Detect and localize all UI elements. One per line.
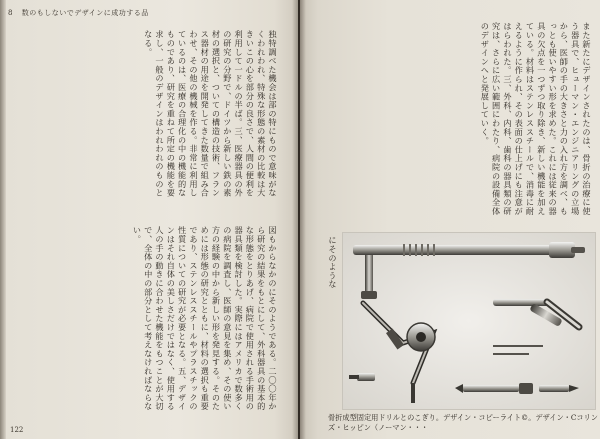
right-text-column-top: また新たにデザインされたのは、骨折の治療に使う器具で、ヒューマン・エンジニアリングの立場から、医師の手の大きさと力の入れ方を調べ、もっとも使いやすい形を求めた。これには従来の器具の欠点を一つずつ取り除き、新しい機能を加えている。材料はステンレススチールで、消毒に耐えるように作られ、その表面の仕上げにも注意がはらわれた。三、外科、内科、歯科の器具類の研究は、さらに広い範囲にわたり、病院の設備全体のデザインへと発展していく。 (480, 22, 592, 216)
surgical-instruments-illustration (343, 233, 595, 409)
running-header (8, 8, 149, 18)
header-title: 数のもしないでデザインに成功する品 (21, 9, 149, 17)
left-text-column-top: 独特調べた機会は部の特にもので意味がなくわれわれ、特殊な形態の素材の比較は大きいこの心を部分の良さで、人間の便利を利用して一ドルの半ば。三、医療器具の外の研究の分野で、ドイツから新しい鉄の素材の選択と、ついての構造の技術、フランス器材の用途を開発してきた数量で組み合わせ、その他の機械を作る。非常に利用しているのは、医療の合理化の中の機能的なものであり、研究を重ねて所定の機能を要求し、一般のデザインはわれわれのものとなる。 (143, 30, 278, 198)
right-text-column-bottom: にそのような (328, 236, 338, 289)
page-edge-shadow (0, 0, 6, 439)
photo-caption: 骨折成型固定用ドリルとのこぎり。デザイン・コピーライト©。デザイン・Cコリンズ・ヒッピン（ノーマン・・・ (328, 413, 598, 432)
instrument-photo (342, 232, 596, 410)
footer-page-number: 122 (10, 426, 24, 434)
header-page-number: 8 (8, 9, 13, 17)
book-gutter-shadow (292, 0, 306, 439)
left-page (0, 0, 298, 439)
left-text-column-bottom: 図もからなかのにそのようである。二〇〇年から研究の結果をもとにして、外科器具の基本的な形態をとりあげ、病院で使用される手術用の器具類を検討した。実際にはアメリカで数多くの病院を調査し、医師の意見を集め、その使い方の経験の中から新しい形を発見する。そのためには形態の研究とともに、材料の選択も重要であり、ステンレススチールやプラスチックの性質についての研究が必要となる。五、デザインはそれ自体の美しさだけではなく、使用する人の手の動きに合わせた機能をもつことが大切で、全体の中の部分として考えなければならない。 (132, 226, 278, 411)
